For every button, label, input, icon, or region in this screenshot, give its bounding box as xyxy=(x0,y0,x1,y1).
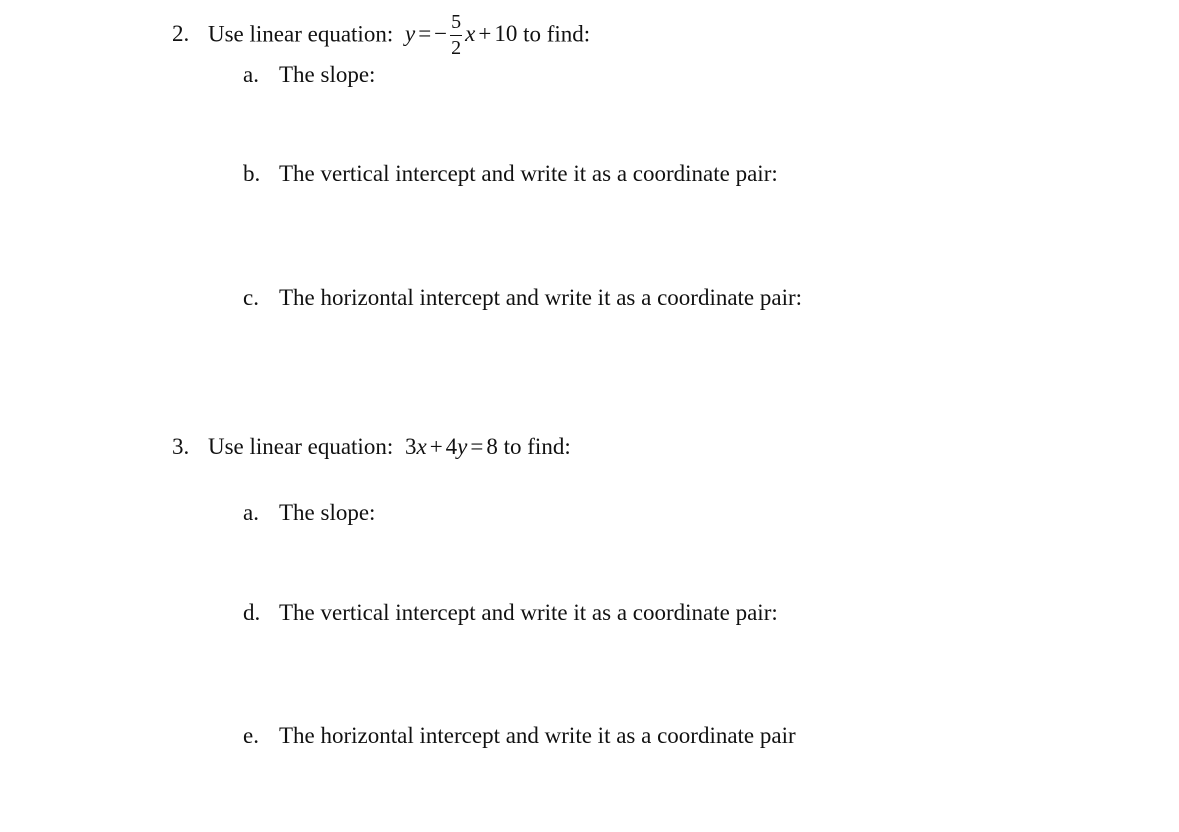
question-number: 3. xyxy=(172,434,190,459)
question-2-heading xyxy=(172,11,591,59)
eq-equals: = xyxy=(418,21,432,47)
item-text: The horizontal intercept and write it as a coordinate pair: xyxy=(279,285,803,310)
item-text: The slope: xyxy=(279,62,376,87)
eq-denominator: 2 xyxy=(451,37,462,59)
eq-plus: + xyxy=(478,21,492,47)
question-prefix: Use linear equation: xyxy=(208,434,394,459)
item-letter: d. xyxy=(243,600,261,625)
eq-y: y xyxy=(457,434,468,459)
question-number: 2. xyxy=(172,21,190,47)
eq-constant: 10 xyxy=(494,21,518,47)
item-text: The slope: xyxy=(279,500,376,525)
eq-coef-a: 3 xyxy=(404,434,417,459)
item-letter: b. xyxy=(243,161,261,186)
question-prefix: Use linear equation: xyxy=(208,21,394,47)
eq-y: y xyxy=(404,21,416,47)
fraction-bar xyxy=(450,35,462,36)
eq-x: x xyxy=(416,434,427,459)
item-letter: a. xyxy=(243,500,259,525)
item-text: The vertical intercept and write it as a coordinate pair: xyxy=(279,161,778,186)
eq-numerator: 5 xyxy=(451,11,462,33)
eq-plus: + xyxy=(429,434,443,459)
eq-fraction xyxy=(449,11,463,59)
item-text: The horizontal intercept and write it as a coordinate pair xyxy=(279,723,796,748)
item-letter: a. xyxy=(243,62,259,87)
question-suffix: to find: xyxy=(503,434,571,459)
list-item xyxy=(243,501,375,524)
list-item xyxy=(243,162,778,185)
equation xyxy=(405,434,504,459)
item-text: The vertical intercept and write it as a coordinate pair: xyxy=(279,600,778,625)
list-item xyxy=(243,63,375,86)
list-item xyxy=(243,724,796,747)
list-item xyxy=(243,286,802,309)
eq-constant: 8 xyxy=(486,434,498,459)
eq-x: x xyxy=(465,21,476,47)
eq-minus: − xyxy=(434,21,448,47)
item-letter: c. xyxy=(243,285,259,310)
list-item xyxy=(243,601,778,624)
item-letter: e. xyxy=(243,723,259,748)
question-suffix: to find: xyxy=(523,21,591,47)
question-3-heading xyxy=(172,435,571,458)
equation xyxy=(404,11,523,59)
eq-coef-b: 4 xyxy=(445,434,458,459)
eq-equals: = xyxy=(470,434,484,459)
